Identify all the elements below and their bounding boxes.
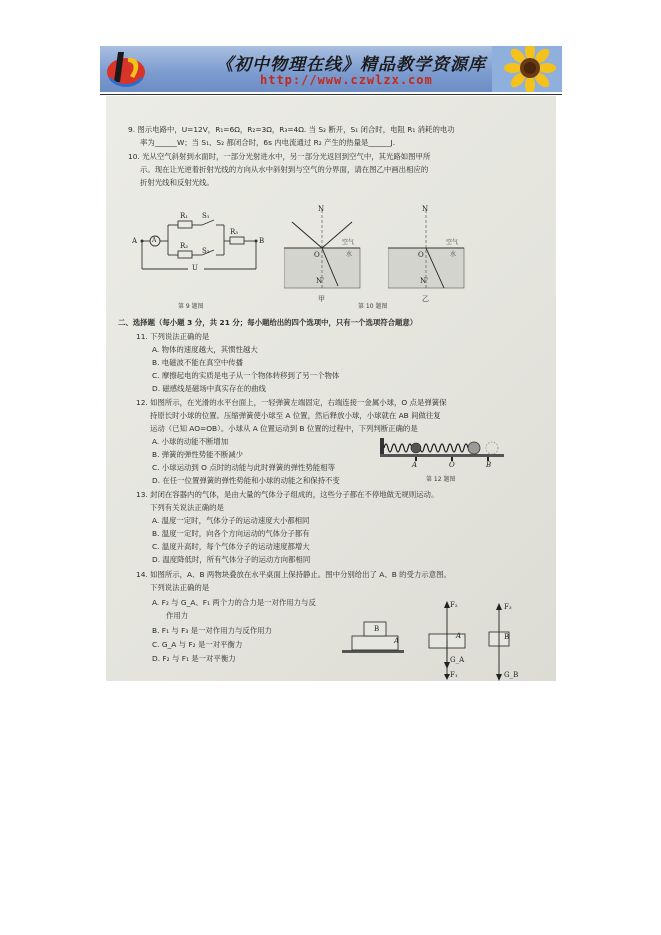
exam-photo — [106, 96, 556, 681]
section2-title: 二、选择题（每小题 3 分，共 21 分；每小题给出的四个选项中，只有一个选项符合题意） — [118, 318, 418, 327]
q13-option-c: C. 温度升高时，每个气体分子的运动速度都增大 — [152, 542, 310, 551]
q11-option-c: C. 摩擦起电的实质是电子从一个物体转移到了另一个物体 — [152, 371, 340, 380]
fig14-stacked-blocks — [338, 598, 408, 658]
q12-option-a: A. 小球的动能不断增加 — [152, 437, 229, 446]
fig12-label-b: B — [486, 461, 492, 469]
fig9-r1: R₁ — [180, 212, 189, 220]
fig14-f3: F₃ — [504, 603, 512, 611]
q13-option-b: B. 温度一定时，向各个方向运动的气体分子都有 — [152, 529, 310, 538]
fig10-caption: 第 10 题图 — [358, 303, 388, 310]
fig9-caption: 第 9 题图 — [178, 303, 204, 310]
fig9-s1: S₁ — [202, 212, 210, 220]
site-banner — [100, 46, 562, 92]
fig9-r3: R₃ — [230, 228, 239, 236]
fig10-jia-label: 甲 — [318, 295, 325, 303]
fig10-yi-water: 水 — [450, 251, 457, 258]
q10-line3: 折射光线和反射光线。 — [140, 178, 214, 187]
q13-line2: 下列有关说法正确的是 — [150, 503, 224, 512]
fig14-force-b: B — [504, 633, 510, 641]
q10-line1: 10. 光从空气斜射到水面时，一部分光射进水中，另一部分光返回到空气中，其光路如图甲所 — [128, 152, 431, 161]
q14-option-c: C. G_A 与 F₂ 是一对平衡力 — [152, 640, 243, 649]
q14-line1: 14. 如图所示，A、B 两物块叠放在水平桌面上保持静止。图中分别给出了 A、B 的受力示意图。 — [136, 570, 451, 579]
q13-line1: 13. 封闭在容器内的气体，是由大量的气体分子组成的，这些分子都在不停地做无规则运动。 — [136, 490, 439, 499]
fig14-force-diagram-a — [424, 598, 474, 680]
fig10-yi-air: 空气 — [446, 239, 459, 246]
fig10-jia-n: N — [318, 205, 325, 213]
logo-icon — [104, 48, 148, 90]
q12-option-d: D. 在任一位置弹簧的弹性势能和小球的动能之和保持不变 — [152, 476, 340, 485]
q12-line1: 12. 如图所示，在光滑的水平台面上，一轻弹簧左端固定，右端连接一金属小球，O 点是弹簧保 — [136, 398, 447, 407]
fig12-caption: 第 12 题图 — [426, 476, 456, 483]
fig14-f2: F₂ — [450, 601, 458, 609]
q9-line2: 率为______W；当 S₁、S₂ 都闭合时，6s 内电流通过 R₂ 产生的热量是______J. — [140, 138, 396, 147]
q11-option-a: A. 物体的速度越大，其惯性越大 — [152, 345, 258, 354]
q12-option-c: C. 小球运动到 O 点时的动能与此时弹簧的弹性势能相等 — [152, 463, 335, 472]
fig12-label-o: O — [449, 461, 455, 469]
q11-option-d: D. 磁感线是磁场中真实存在的曲线 — [152, 384, 266, 393]
fig10-yi-nprime: N' — [420, 277, 429, 285]
q14-line2: 下列说法正确的是 — [150, 583, 210, 592]
fig14-force-diagram-b — [486, 602, 519, 681]
fig14-ga: G_A — [450, 656, 465, 664]
fig10-yi-o: O — [418, 251, 424, 259]
q12-option-b: B. 弹簧的弹性势能不断减少 — [152, 450, 244, 459]
fig10-jia-o: O — [314, 251, 320, 259]
fig9-label-a: A — [132, 237, 138, 245]
fig10-jia-water: 水 — [346, 251, 353, 258]
q10-line2: 示。现在让光逆着折射光线的方向从水中斜射到与空气的分界面，请在图乙中画出相应的 — [140, 165, 429, 174]
fig9-s2: S₂ — [202, 247, 210, 255]
fig14-block-b: B — [374, 625, 380, 633]
q13-option-d: D. 温度降低时，所有气体分子的运动方向都相同 — [152, 555, 311, 564]
fig10-yi-n: N — [422, 205, 429, 213]
fig14-block-a: A — [394, 637, 400, 645]
fig9-label-b: B — [259, 237, 265, 245]
q14-option-a: A. F₂ 与 G_A、F₁ 两个力的合力是一对作用力与反 — [152, 598, 316, 607]
q11-stem: 11. 下列说法正确的是 — [136, 332, 210, 341]
fig14-gb: G_B — [504, 671, 519, 679]
fig9-circuit — [128, 211, 268, 281]
q14-option-b: B. F₁ 与 F₃ 是一对作用力与反作用力 — [152, 626, 272, 635]
fig12-label-a: A — [412, 461, 418, 469]
header-rule — [100, 94, 562, 95]
q14-option-a-cont: 作用力 — [166, 611, 189, 620]
q9-line1: 9. 图示电路中，U=12V，R₁=6Ω，R₂=3Ω，R₃=4Ω. 当 S₂ 断开，S₁ 闭合时，电阻 R₁ 消耗的电功 — [128, 125, 455, 134]
banner-title: 《初中物理在线》精品教学资源库 — [216, 55, 486, 75]
q12-line3: 运动（已知 AO=OB）。小球从 A 位置运动到 B 位置的过程中，下列判断正确的是 — [150, 424, 418, 433]
fig14-f1: F₁ — [450, 671, 458, 679]
q14-option-d: D. F₂ 与 F₁ 是一对平衡力 — [152, 654, 236, 663]
fig14-force-a: A — [456, 632, 462, 640]
fig10-yi-label: 乙 — [422, 295, 429, 303]
fig10-jia-nprime: N' — [316, 277, 325, 285]
sunflower-icon — [492, 46, 562, 92]
q11-option-b: B. 电磁波不能在真空中传播 — [152, 358, 244, 367]
fig9-r2: R₂ — [180, 242, 189, 250]
q12-line2: 持原长时小球的位置。压缩弹簧使小球至 A 位置，然后释放小球，小球就在 AB 间做往复 — [150, 411, 441, 420]
fig10-jia-air: 空气 — [342, 239, 355, 246]
fig9-u: U — [192, 264, 198, 272]
q13-option-a: A. 温度一定时，气体分子的运动速度大小都相同 — [152, 516, 310, 525]
banner-url[interactable]: http://www.czwlzx.com — [260, 73, 433, 87]
fig9-ammeter: A — [152, 237, 157, 244]
